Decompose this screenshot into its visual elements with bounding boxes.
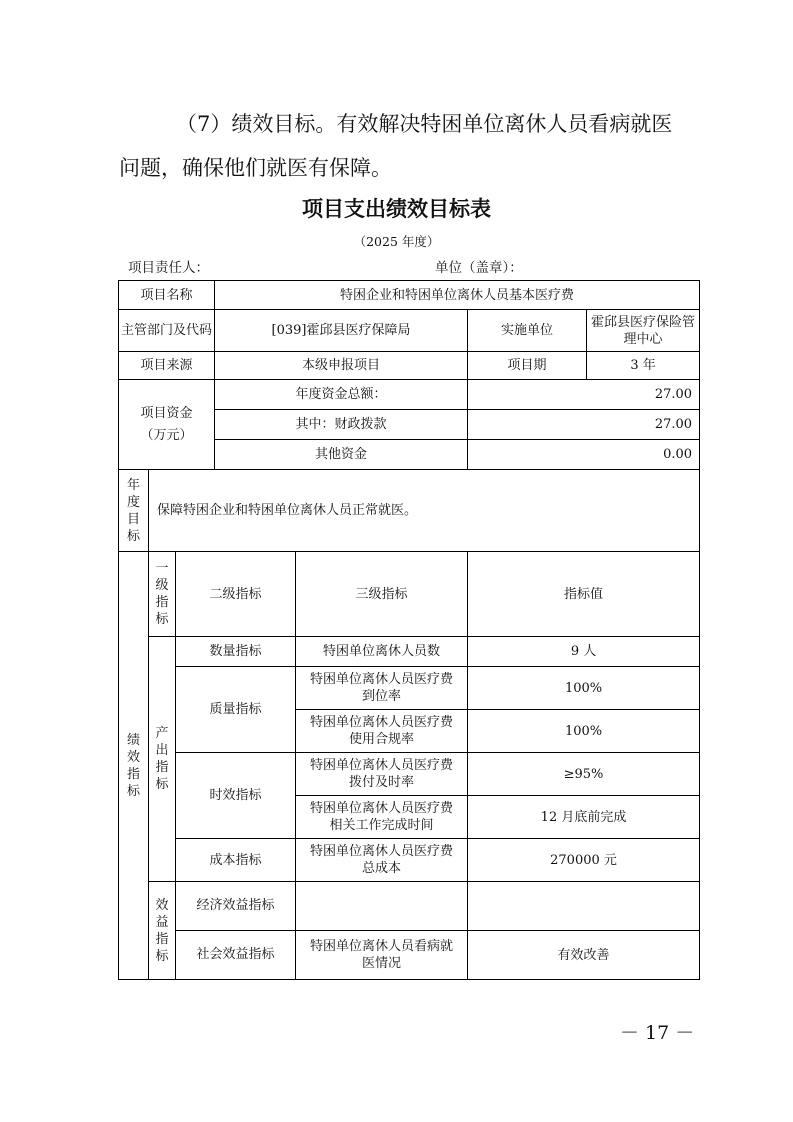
value-compliance-rate: 100% <box>468 710 700 753</box>
l3-payment-timeliness: 特困单位离休人员医疗费拨付及时率 <box>296 753 468 796</box>
l3-total-cost: 特困单位离休人员医疗费总成本 <box>296 839 468 882</box>
impl-unit-label: 实施单位 <box>468 310 587 352</box>
l2-quantity: 数量指标 <box>176 637 296 667</box>
source-label: 项目来源 <box>119 352 215 380</box>
funds-other-label: 其他资金 <box>215 440 468 470</box>
responsible-person-label: 项目责任人： <box>128 260 209 276</box>
funds-fiscal-label: 其中：财政拨款 <box>215 410 468 440</box>
l2-social-benefit: 社会效益指标 <box>176 931 296 980</box>
value-retiree-count: 9 人 <box>468 637 700 667</box>
benefit-indicators-label: 效益指标 <box>149 882 176 980</box>
value-payment-timeliness: ≥95% <box>468 753 700 796</box>
l3-completion-time: 特困单位离休人员医疗费相关工作完成时间 <box>296 796 468 839</box>
level3-header: 三级指标 <box>296 552 468 637</box>
impl-unit-value: 霍邱县医疗保险管理中心 <box>587 310 700 352</box>
annual-goal-label: 年度目标 <box>119 470 149 552</box>
table-title: 项目支出绩效目标表 <box>302 197 491 221</box>
value-header: 指标值 <box>468 552 700 637</box>
period-label: 项目期 <box>468 352 587 380</box>
funds-other-value: 0.00 <box>468 440 700 470</box>
dept-value: [039]霍邱县医疗保障局 <box>215 310 468 352</box>
unit-seal-label: 单位（盖章）： <box>435 260 523 276</box>
value-medical-situation: 有效改善 <box>468 931 700 980</box>
level1-header: 一级指标 <box>149 552 176 637</box>
l2-quality: 质量指标 <box>176 667 296 753</box>
l2-economic-benefit: 经济效益指标 <box>176 882 296 931</box>
project-name-label: 项目名称 <box>119 281 215 310</box>
dept-label: 主管部门及代码 <box>119 310 215 352</box>
paragraph-line-1: （7）绩效目标。有效解决特困单位离休人员看病就医 <box>176 112 673 136</box>
value-arrival-rate: 100% <box>468 667 700 710</box>
funds-total-label: 年度资金总额： <box>215 380 468 410</box>
page-number: － 17 － <box>620 1022 695 1044</box>
performance-target-table <box>118 280 700 980</box>
funds-fiscal-value: 27.00 <box>468 410 700 440</box>
funds-label: 项目资金（万元） <box>119 380 215 470</box>
value-total-cost: 270000 元 <box>468 839 700 882</box>
l3-retiree-count: 特困单位离休人员数 <box>296 637 468 667</box>
l3-compliance-rate: 特困单位离休人员医疗费使用合规率 <box>296 710 468 753</box>
paragraph-line-2: 问题，确保他们就医有保障。 <box>119 156 392 180</box>
project-name: 特困企业和特困单位离休人员基本医疗费 <box>215 281 700 310</box>
level2-header: 二级指标 <box>176 552 296 637</box>
annual-goal-text: 保障特困企业和特困单位离休人员正常就医。 <box>149 470 700 552</box>
performance-goal-paragraph <box>119 102 689 190</box>
performance-indicators-label: 绩效指标 <box>119 552 149 980</box>
funds-total-value: 27.00 <box>468 380 700 410</box>
l2-cost: 成本指标 <box>176 839 296 882</box>
period-value: 3 年 <box>587 352 700 380</box>
l3-economic-benefit <box>296 882 468 931</box>
value-completion-time: 12 月底前完成 <box>468 796 700 839</box>
l3-medical-situation: 特困单位离休人员看病就医情况 <box>296 931 468 980</box>
l3-arrival-rate: 特困单位离休人员医疗费到位率 <box>296 667 468 710</box>
table-year: （2025 年度） <box>353 234 440 249</box>
value-economic-benefit <box>468 882 700 931</box>
output-indicators-label: 产出指标 <box>149 637 176 882</box>
l2-timeliness: 时效指标 <box>176 753 296 839</box>
source-value: 本级申报项目 <box>215 352 468 380</box>
